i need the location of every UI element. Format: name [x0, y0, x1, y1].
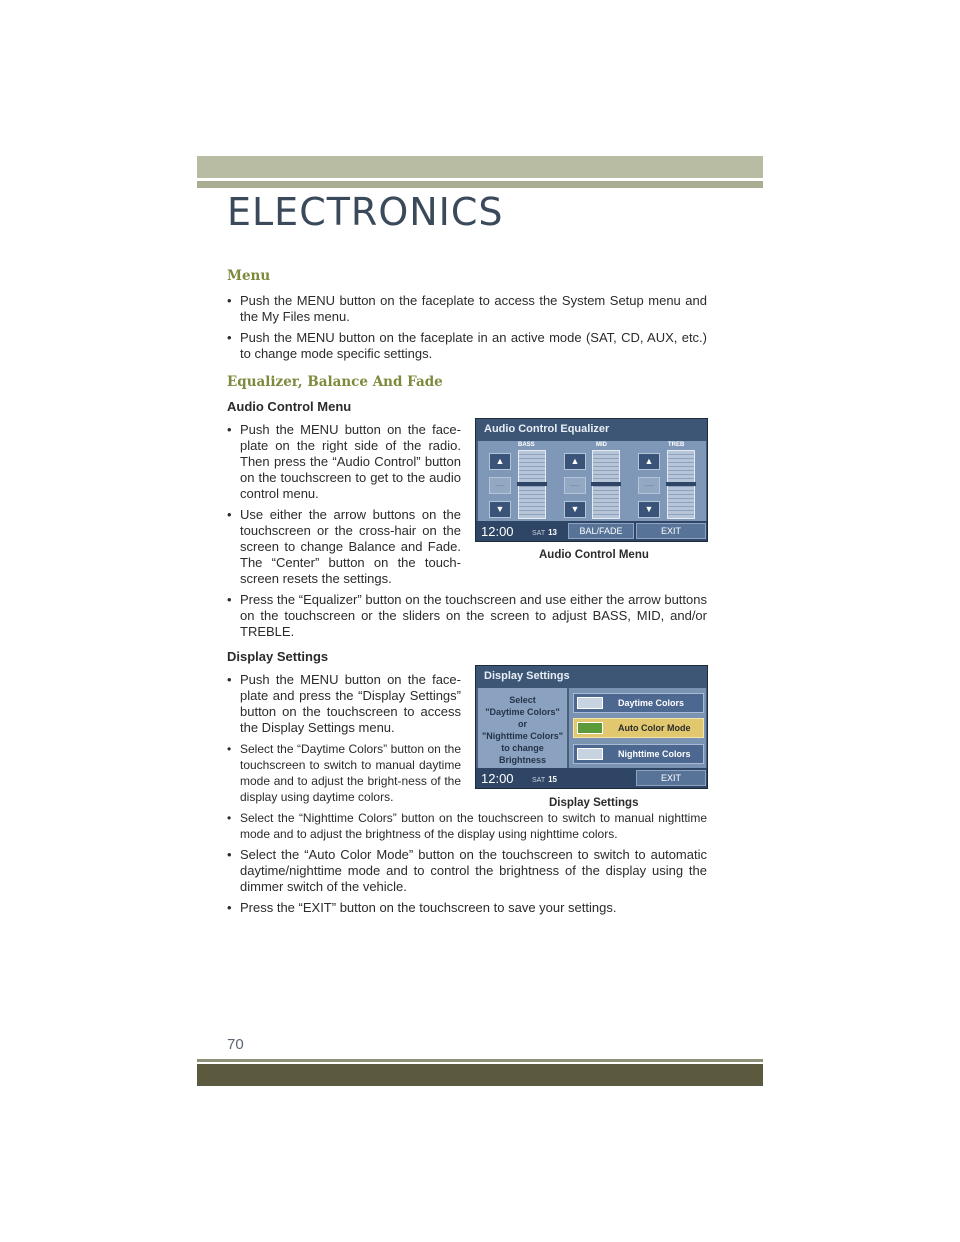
header-rule — [197, 181, 763, 188]
status-bar — [476, 768, 707, 788]
audio-bullet-1: • Push the MENU button on the face-plate on the right side of the radio. Then press the “Audio Control” button on the touchscreen to get to the audio control menu. — [227, 422, 461, 502]
treble-up-button[interactable]: ▲ — [638, 453, 660, 470]
status-bar — [476, 521, 707, 541]
bass-up-button[interactable]: ▲ — [489, 453, 511, 470]
prompt-line: "Daytime Colors" — [485, 707, 560, 717]
prompt-line: Select — [509, 695, 536, 705]
daytime-colors-label: Daytime Colors — [618, 698, 685, 708]
sat-label: SAT — [532, 530, 546, 537]
clock: 12:00 — [481, 771, 514, 786]
equalizer-heading: Equalizer, Balance And Fade — [227, 374, 443, 390]
audio-bullet-2: • Use either the arrow buttons on the touchscreen or the cross-hair on the screen to change Balance and Fade. The “Center” button on the touch-screen resets the settings. — [227, 507, 461, 587]
treble-slider-knob[interactable] — [666, 482, 696, 486]
screen-thumbnail-icon — [577, 748, 603, 760]
screen-title: Display Settings — [476, 666, 707, 688]
sat-indicator — [532, 528, 557, 537]
page-number: 70 — [227, 1036, 244, 1053]
menu-heading: Menu — [227, 268, 271, 284]
auto-mode-arrow-icon — [577, 722, 603, 734]
prompt-line: Brightness — [498, 755, 546, 765]
header-band — [197, 156, 763, 178]
prompt-line: or — [518, 719, 527, 729]
sat-channel: 15 — [548, 775, 558, 784]
mid-label: MID — [596, 442, 607, 448]
options-panel — [569, 688, 706, 768]
audio-control-figure — [475, 418, 708, 542]
auto-color-mode-label: Auto Color Mode — [618, 723, 691, 733]
page-content — [227, 268, 707, 921]
screen-title: Audio Control Equalizer — [476, 419, 707, 441]
treble-slider[interactable] — [667, 450, 695, 519]
display-bullet-4: • Select the “Auto Color Mode” button on the touchscreen to switch to automatic daytime/nighttime mode and to control the brightness of the display using the dimmer switch of the vehicle. — [227, 847, 707, 895]
exit-button[interactable]: EXIT — [636, 523, 706, 539]
audio-figure-caption: Audio Control Menu — [539, 549, 649, 561]
menu-bullet-2: • Push the MENU button on the faceplate in an active mode (SAT, CD, AUX, etc.) to change mode specific settings. — [227, 330, 707, 362]
menu-bullet-1: • Push the MENU button on the faceplate to access the System Setup menu and the My Files menu. — [227, 293, 707, 325]
bass-slider-knob[interactable] — [517, 482, 547, 486]
audio-bullet-3: • Press the “Equalizer” button on the touchscreen and use either the arrow buttons on the touchscreen or the sliders on the screen to adjust BASS, MID, and/or TREBLE. — [227, 592, 707, 640]
prompt-panel — [478, 688, 567, 768]
mid-slider[interactable] — [592, 450, 620, 519]
exit-button[interactable]: EXIT — [636, 770, 706, 786]
treble-center-button[interactable]: — — [638, 477, 660, 494]
audio-control-subheading: Audio Control Menu — [227, 399, 352, 414]
sat-channel: 13 — [548, 528, 558, 537]
display-bullet-5: • Press the “EXIT” button on the touchscreen to save your settings. — [227, 900, 707, 916]
footer-band — [197, 1064, 763, 1086]
nighttime-colors-button[interactable] — [573, 744, 704, 764]
mid-up-button[interactable]: ▲ — [564, 453, 586, 470]
display-bullet-2: • Select the “Daytime Colors” button on the touchscreen to switch to manual daytime mode and to adjust the bright-ness of the display using daytime colors. — [227, 741, 461, 805]
daytime-colors-button[interactable] — [573, 693, 704, 713]
bass-down-button[interactable]: ▼ — [489, 501, 511, 518]
section-title: ELECTRONICS — [227, 190, 504, 234]
treble-down-button[interactable]: ▼ — [638, 501, 660, 518]
sat-label: SAT — [532, 777, 546, 784]
audio-control-screen — [475, 418, 708, 542]
nighttime-colors-label: Nighttime Colors — [618, 749, 691, 759]
bal-fade-button[interactable]: BAL/FADE — [568, 523, 634, 539]
bass-label: BASS — [518, 442, 535, 448]
display-settings-subheading: Display Settings — [227, 649, 329, 664]
clock: 12:00 — [481, 524, 514, 539]
prompt-line: to change — [501, 743, 544, 753]
display-settings-screen — [475, 665, 708, 789]
footer-rule — [197, 1059, 763, 1062]
mid-slider-knob[interactable] — [591, 482, 621, 486]
screen-thumbnail-icon — [577, 697, 603, 709]
mid-down-button[interactable]: ▼ — [564, 501, 586, 518]
auto-color-mode-button[interactable] — [573, 718, 704, 738]
display-bullet-1: • Push the MENU button on the face-plate and press the “Display Settings” button on the touchscreen to access the Display Settings menu. — [227, 672, 461, 736]
equalizer-panel — [478, 441, 706, 521]
bass-center-button[interactable]: — — [489, 477, 511, 494]
treble-label: TREB — [668, 442, 685, 448]
display-settings-figure — [475, 665, 708, 789]
prompt-line: "Nighttime Colors" — [481, 731, 564, 741]
mid-center-button[interactable]: — — [564, 477, 586, 494]
sat-indicator — [532, 775, 557, 784]
bass-slider[interactable] — [518, 450, 546, 519]
display-figure-caption: Display Settings — [549, 797, 639, 809]
display-bullet-3: • Select the “Nighttime Colors” button on the touchscreen to switch to manual nighttime mode and to adjust the brightness of the display using nighttime colors. — [227, 810, 707, 842]
